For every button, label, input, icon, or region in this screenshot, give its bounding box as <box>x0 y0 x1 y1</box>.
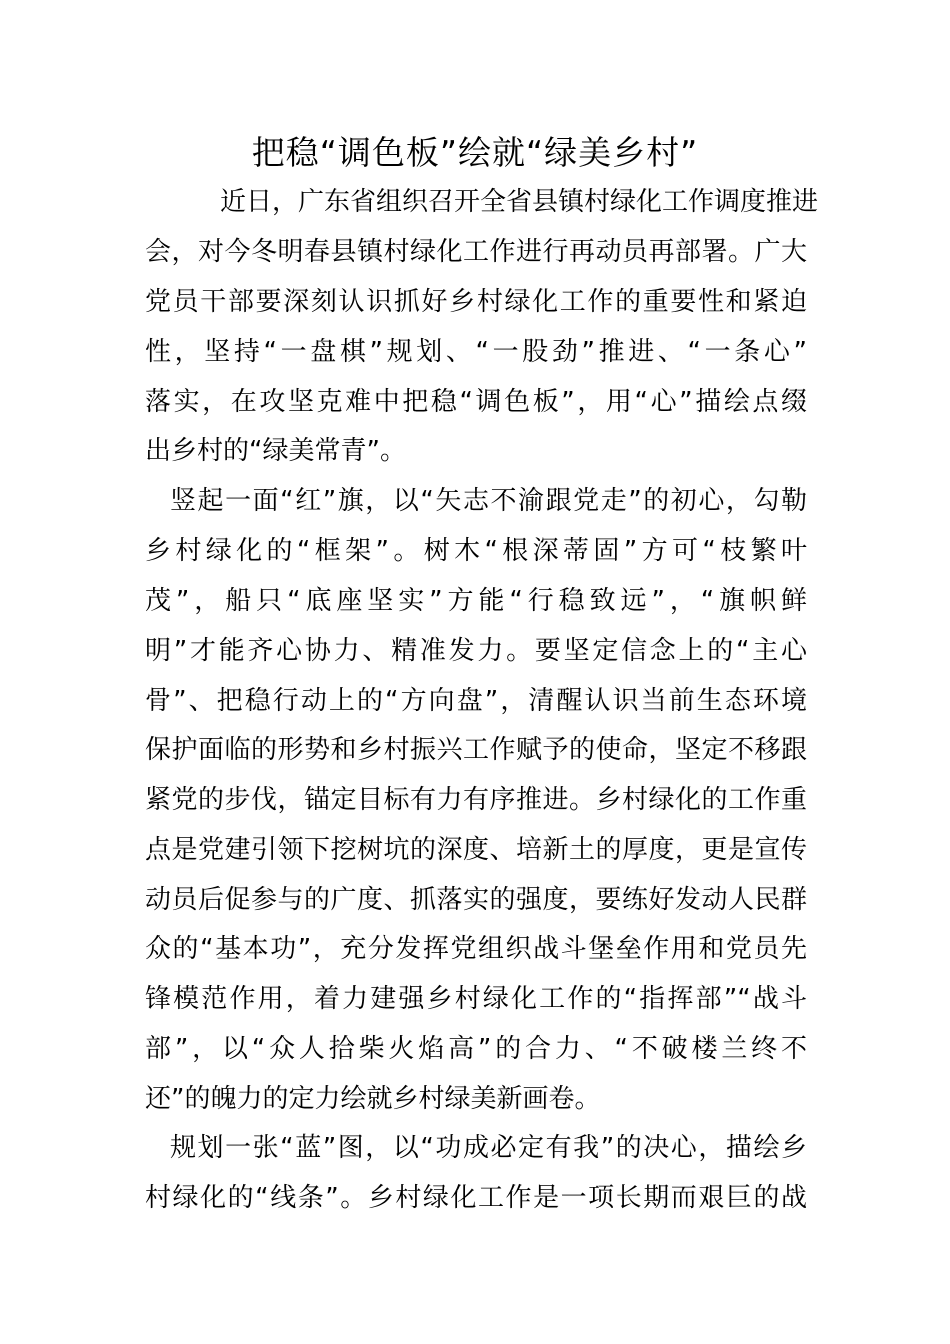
paragraph-1-line-1: 近日，广东省组织召开全省县镇村绿化工作调度推进 <box>220 187 819 217</box>
paragraph-2-line-13: 还”的魄力的定力绘就乡村绿美新画卷。 <box>145 1084 601 1114</box>
paragraph-2-line-9: 动员后促参与的广度、抓落实的强度，要练好发动人民群 <box>145 885 807 915</box>
paragraph-1-line-3: 党员干部要深刻认识抓好乡村绿化工作的重要性和紧迫 <box>145 287 807 317</box>
paragraph-1-line-6: 出乡村的“绿美常青”。 <box>145 436 406 466</box>
paragraph-2-line-12: 部”，以“众人拾柴火焰高”的合力、“不破楼兰终不 <box>145 1034 807 1064</box>
document-title: 把稳“调色板”绘就“绿美乡村” <box>251 133 699 172</box>
paragraph-1-line-4: 性，坚持“一盘棋”规划、“一股劲”推进、“一条心” <box>145 337 807 367</box>
paragraph-2-line-10: 众的“基本功”，充分发挥党组织战斗堡垒作用和党员先 <box>145 934 807 964</box>
paragraph-2-line-3: 茂”，船只“底座坚实”方能“行稳致远”，“旗帜鲜 <box>145 586 807 616</box>
paragraph-3-line-1: 规划一张“蓝”图，以“功成必定有我”的决心，描绘乡 <box>170 1133 807 1163</box>
paragraph-1-line-5: 落实，在攻坚克难中把稳“调色板”，用“心”描绘点缀 <box>145 387 807 417</box>
paragraph-2-line-7: 紧党的步伐，锚定目标有力有序推进。乡村绿化的工作重 <box>145 785 807 815</box>
paragraph-2-line-4: 明”才能齐心协力、精准发力。要坚定信念上的“主心 <box>145 636 807 666</box>
paragraph-3-line-2: 村绿化的“线条”。乡村绿化工作是一项长期而艰巨的战 <box>145 1183 807 1213</box>
paragraph-2-line-2: 乡村绿化的“框架”。树木“根深蒂固”方可“枝繁叶 <box>145 536 807 566</box>
paragraph-1-line-2: 会，对今冬明春县镇村绿化工作进行再动员再部署。广大 <box>145 237 807 267</box>
paragraph-2-line-6: 保护面临的形势和乡村振兴工作赋予的使命，坚定不移跟 <box>145 735 807 765</box>
paragraph-2-line-5: 骨”、把稳行动上的“方向盘”，清醒认识当前生态环境 <box>145 686 807 716</box>
paragraph-2-line-11: 锋模范作用，着力建强乡村绿化工作的“指挥部”“战斗 <box>145 984 807 1014</box>
paragraph-2-line-1: 竖起一面“红”旗，以“矢志不渝跟党走”的初心，勾勒 <box>170 486 807 516</box>
paragraph-2-line-8: 点是党建引领下挖树坑的深度、培新土的厚度，更是宣传 <box>145 835 807 865</box>
